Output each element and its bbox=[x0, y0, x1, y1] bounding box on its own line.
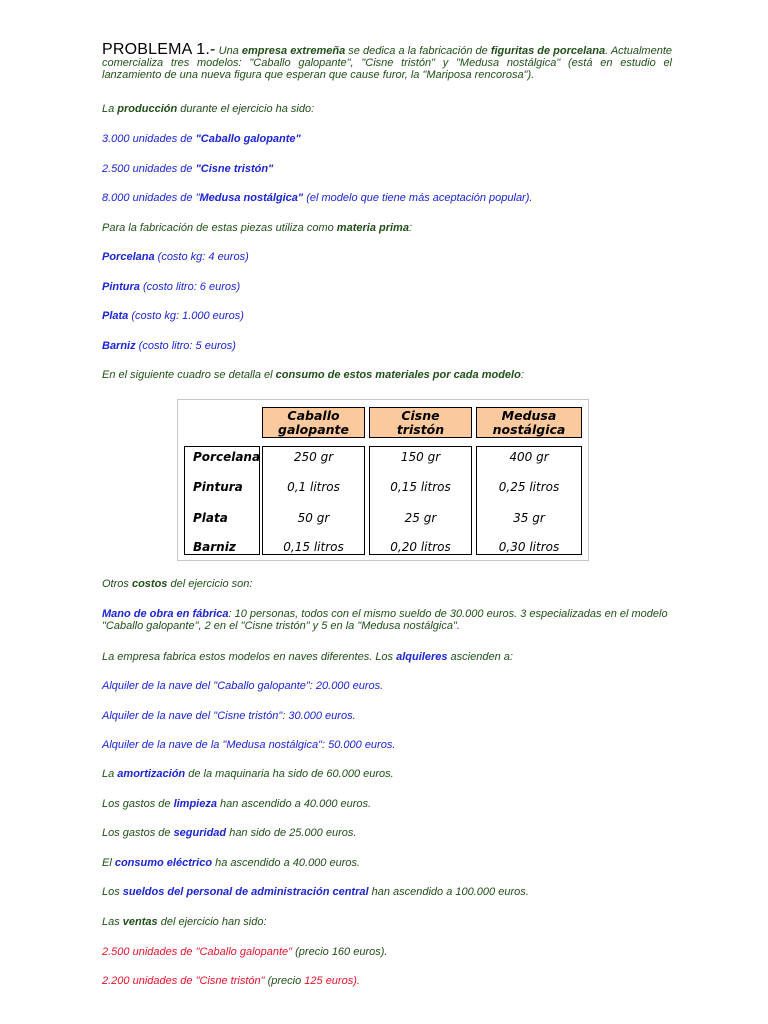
table-cell: 400 gr bbox=[509, 450, 549, 464]
text: El bbox=[102, 857, 115, 869]
text-bold: amortización bbox=[117, 768, 186, 780]
text: 2.500 unidades de bbox=[102, 163, 196, 175]
text-bold: limpieza bbox=[173, 798, 217, 810]
alquiler-cisne: Alquiler de la nave del "Cisne tristón": 30.000 euros. bbox=[102, 710, 356, 722]
material-pintura bbox=[102, 281, 672, 293]
material-cost: (costo kg: 4 euros) bbox=[154, 251, 249, 263]
text: del ejercicio han sido: bbox=[157, 916, 267, 928]
alquiler-caballo: Alquiler de la nave del "Caballo galopante": 20.000 euros. bbox=[102, 680, 384, 692]
table-cell: 0,15 litros bbox=[283, 540, 344, 554]
material-porcelana bbox=[102, 251, 672, 263]
text: Las bbox=[102, 916, 123, 928]
text-bold: consumo eléctrico bbox=[114, 857, 213, 869]
alquileres-line bbox=[102, 651, 672, 663]
text-bold: seguridad bbox=[173, 827, 227, 839]
table-cell: 0,30 litros bbox=[498, 540, 560, 554]
text: ascienden a: bbox=[447, 651, 513, 663]
header-line: nostálgica bbox=[492, 421, 566, 437]
intro-paragraph bbox=[102, 41, 672, 81]
otros-costos-line bbox=[102, 578, 672, 590]
table-cell: 0,25 litros bbox=[498, 480, 560, 494]
material-name: Pintura bbox=[102, 281, 140, 293]
consumo-line bbox=[102, 369, 672, 381]
table-cell: 150 gr bbox=[400, 450, 441, 464]
text: 2.200 unidades de "Cisne tristón" bbox=[102, 975, 265, 987]
material-name: Plata bbox=[102, 310, 129, 322]
intro-text: se dedica a la fabricación de bbox=[345, 45, 491, 57]
intro-text: Una bbox=[215, 45, 242, 57]
model-line-cisne bbox=[102, 163, 672, 175]
text: 125 euros). bbox=[304, 975, 360, 987]
consumo-electrico-line bbox=[102, 857, 672, 869]
table-column-medusa bbox=[476, 446, 582, 555]
text-bold: Mano de obra en fábrica bbox=[102, 608, 229, 620]
material-cost: (costo litro: 5 euros) bbox=[135, 340, 236, 352]
row-label-plata: Plata bbox=[193, 511, 228, 525]
header-text bbox=[278, 409, 349, 437]
text: del ejercicio son: bbox=[167, 578, 253, 590]
material-cost: (costo kg: 1.000 euros) bbox=[128, 310, 244, 322]
row-label-porcelana: Porcelana bbox=[193, 450, 261, 464]
text: han sido de 25.000 euros. bbox=[226, 827, 357, 839]
table-column-caballo bbox=[262, 446, 365, 555]
text: (el modelo que tiene más aceptación popular). bbox=[303, 192, 533, 204]
model-name: "Cisne tristón" bbox=[195, 163, 274, 175]
header-line: galopante bbox=[278, 421, 349, 437]
text-bold: ventas bbox=[122, 916, 158, 928]
model-line-medusa bbox=[102, 192, 672, 204]
material-barniz bbox=[102, 340, 672, 352]
model-name: "Caballo galopante" bbox=[195, 133, 301, 145]
row-label-pintura: Pintura bbox=[193, 480, 243, 494]
mano-de-obra-paragraph bbox=[102, 608, 672, 632]
problem-title: PROBLEMA 1.- bbox=[102, 41, 216, 58]
material-name: Barniz bbox=[102, 340, 136, 352]
header-line: Cisne bbox=[401, 407, 440, 423]
table-cell: 0,20 litros bbox=[390, 540, 451, 554]
row-label-barniz: Barniz bbox=[193, 540, 236, 554]
material-name: Porcelana bbox=[102, 251, 155, 263]
table-cell: 50 gr bbox=[297, 511, 330, 525]
text-bold: consumo de estos materiales por cada modelo bbox=[275, 369, 521, 381]
text: : bbox=[520, 369, 524, 381]
material-plata bbox=[102, 310, 672, 322]
text: 2.500 unidades de "Caballo galopante" bbox=[102, 946, 293, 958]
text: Los gastos de bbox=[102, 798, 174, 810]
text: Los gastos de bbox=[102, 827, 174, 839]
text: (precio bbox=[264, 975, 305, 987]
text: han ascendido a 40.000 euros. bbox=[216, 798, 372, 810]
text: Para la fabricación de estas piezas utiliza como bbox=[102, 222, 337, 234]
text: durante el ejercicio ha sido: bbox=[177, 103, 315, 115]
table-cell: 0,1 litros bbox=[287, 480, 340, 494]
table-column-cisne bbox=[369, 446, 472, 555]
text: : 10 personas, todos con el mismo sueldo de 30.000 euros. 3 especializadas en el modelo "Caballo galopante", 2 en el "Cisne tristón" y 5 en la "Medusa nostálgica". bbox=[102, 608, 668, 632]
text: En el siguiente cuadro se detalla el bbox=[102, 369, 276, 381]
venta-caballo bbox=[102, 946, 672, 958]
header-line: Caballo bbox=[287, 407, 340, 423]
model-name: Medusa nostálgica" bbox=[199, 192, 304, 204]
text: La empresa fabrica estos modelos en naves diferentes. Los bbox=[102, 651, 397, 663]
header-line: Medusa bbox=[501, 407, 557, 423]
table-cell: 35 gr bbox=[513, 511, 545, 525]
consumption-table bbox=[177, 399, 589, 561]
text: Otros bbox=[102, 578, 132, 590]
text: 3.000 unidades de bbox=[102, 133, 196, 145]
text-bold: costos bbox=[131, 578, 168, 590]
table-cell: 25 gr bbox=[404, 511, 437, 525]
text: (precio 160 euros). bbox=[292, 946, 388, 958]
intro-bold-product: figuritas de porcelana bbox=[490, 45, 606, 57]
material-cost: (costo litro: 6 euros) bbox=[139, 281, 241, 293]
materia-prima-line bbox=[102, 222, 672, 234]
intro-text: . Actualmente comercializa tres modelos: "Caballo galopante", "Cisne tristón" y "Medusa nostálgica" (está en estudio el lanzamiento de una nueva figura que esperan que cause furor, la "Mariposa rencorosa"). bbox=[102, 45, 672, 81]
text-bold: alquileres bbox=[396, 651, 448, 663]
text: de la maquinaria ha sido de 60.000 euros. bbox=[185, 768, 394, 780]
table-header-medusa bbox=[476, 407, 582, 438]
text: La bbox=[102, 103, 118, 115]
table-header-cisne bbox=[369, 407, 472, 438]
header-line: tristón bbox=[396, 421, 445, 437]
text: : bbox=[408, 222, 413, 234]
header-text bbox=[397, 409, 444, 437]
text-bold: producción bbox=[117, 103, 178, 115]
amortizacion-line bbox=[102, 768, 672, 780]
text: Los bbox=[102, 886, 123, 898]
table-label-column bbox=[184, 446, 260, 555]
table-header-caballo bbox=[262, 407, 365, 438]
model-line-caballo bbox=[102, 133, 672, 145]
text-bold: sueldos del personal de administración central bbox=[122, 886, 369, 898]
produccion-line bbox=[102, 103, 672, 115]
venta-cisne bbox=[102, 975, 672, 987]
text-bold: materia prima bbox=[336, 222, 409, 234]
table-cell: 250 gr bbox=[293, 450, 334, 464]
ventas-line bbox=[102, 916, 672, 928]
intro-bold-company: empresa extremeña bbox=[241, 45, 346, 57]
text: han ascendido a 100.000 euros. bbox=[368, 886, 529, 898]
table-cell: 0,15 litros bbox=[390, 480, 451, 494]
text: La bbox=[102, 768, 118, 780]
sueldos-line bbox=[102, 886, 672, 898]
alquiler-medusa: Alquiler de la nave de la "Medusa nostálgica": 50.000 euros. bbox=[102, 739, 396, 751]
limpieza-line bbox=[102, 798, 672, 810]
header-text bbox=[493, 409, 566, 437]
seguridad-line bbox=[102, 827, 672, 839]
text: 8.000 unidades de " bbox=[102, 192, 200, 204]
text: ha ascendido a 40.000 euros. bbox=[212, 857, 361, 869]
